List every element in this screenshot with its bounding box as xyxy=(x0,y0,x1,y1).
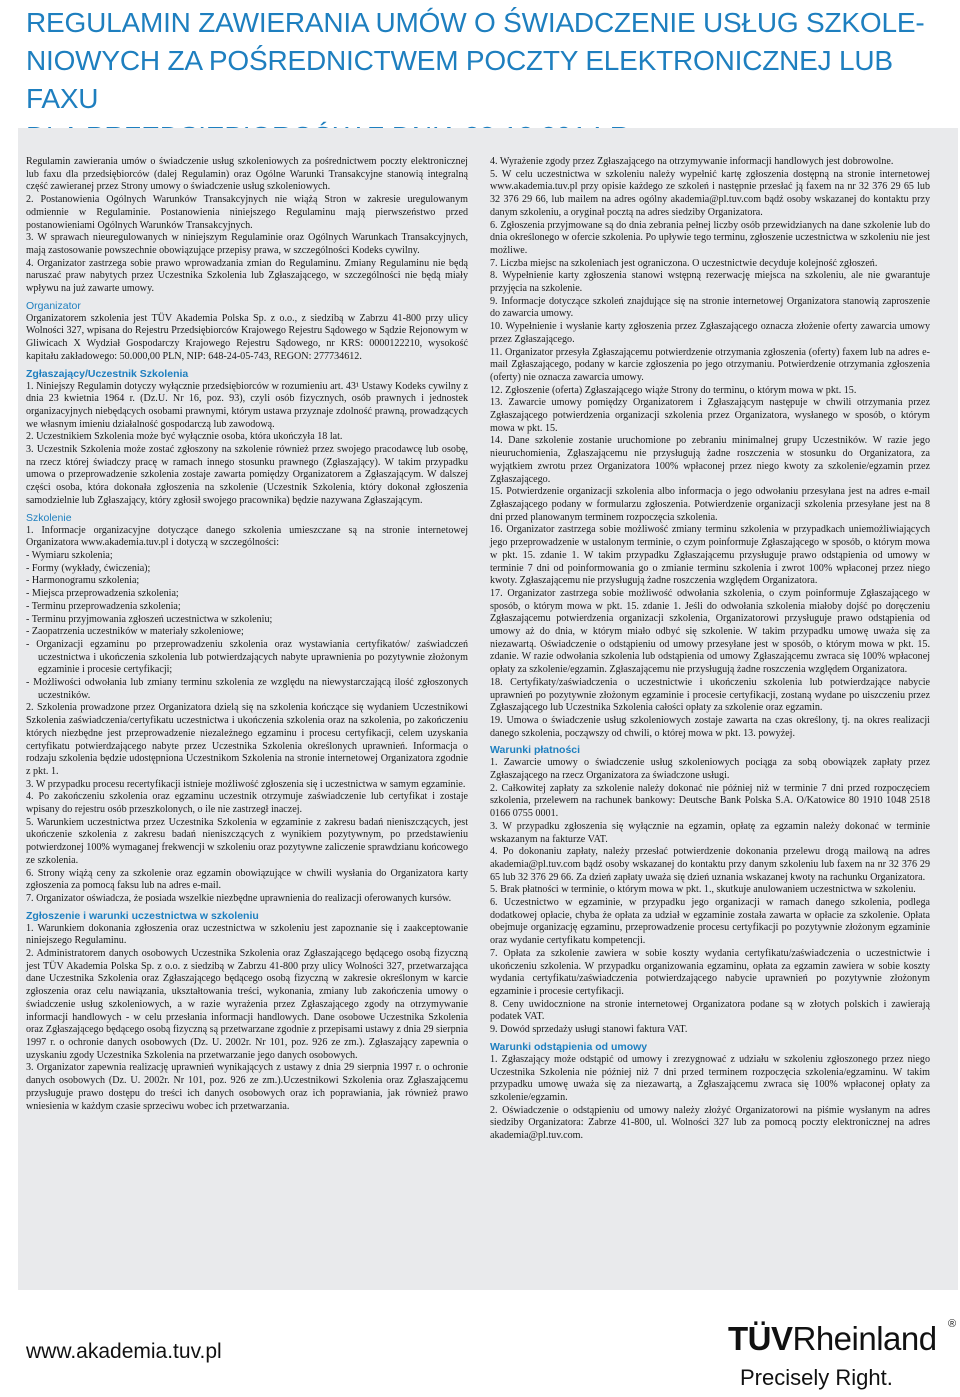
paragraph: 3. W sprawach nieuregulowanych w niniejszym Regulaminie oraz Ogólnych Warunkach Transakcyjnych, mają zastosowanie powszechnie obowiązujące przepisy prawa, w szczególności Kodeks cywilny. xyxy=(26,232,468,256)
paragraph: Organizatorem szkolenia jest TÜV Akademia Polska Sp. z o.o., z siedzibą w Zabrzu 41-800 przy ulicy Wolności 327, wpisana do Rejestru Przedsiębiorców Krajowego Rejestru Sądowego w Sądzie Rejonowym w Gliwicach X Wydział Gospodarczy Krajowego Rejestru Sądowego, nr KRS: 0000122210, wysokość kapitału zakładowego: 50.000,00 PLN, NIP: 648-24-05-743, REGON: 277734612. xyxy=(26,312,468,362)
paragraph: 18. Certyfikaty/zaświadczenia o uczestnictwie i ukończeniu szkolenia lub potwierdzające nabycie uprawnień po pozytywnie złożonym egzaminie i procesie certyfikacji, zostaną wydane po uiszczeniu przez Zgłaszającego lub Uczestnika Szkolenia całości opłaty za szkolenie oraz egzamin. xyxy=(490,676,930,714)
paragraph: Regulamin zawierania umów o świadczenie usług szkoleniowych za pośrednictwem poczty elektronicznej lub faxu dla przedsiębiorców (dalej Regulamin) oraz Ogólne Warunki Transakcyjne stanowią integralną część zawieranej przez Strony umowy o świadczenie usług szkoleniowych. xyxy=(26,156,468,193)
paragraph: 6. Strony wiążą ceny za szkolenie oraz egzamin obowiązujące w chwili wysłania do Organizatora karty zgłoszenia za pomocą faksu lub na adres e-mail. xyxy=(26,867,468,892)
list-item: - Miejsca przeprowadzenia szkolenia; xyxy=(26,588,179,600)
paragraph: 2. Oświadczenie o odstąpieniu od umowy należy złożyć Organizatorowi na piśmie wysłanym na adres siedziby Organizatora: Zabrze 41-800, ul. Wolności 327 lub za pomocą poczty elektronicznej na adres akademia@pl.tuv.com. xyxy=(490,1104,930,1142)
paragraph: 1. Zawarcie umowy o świadczenie usług szkoleniowych pociąga za sobą obowiązek zapłaty przez Zgłaszającego na rzecz Organizatora za świadczone usługi. xyxy=(490,757,930,782)
paragraph: 3. Uczestnik Szkolenia może zostać zgłoszony na szkolenie również przez swojego pracodawcę lub osobę, na rzecz której świadczy pracę w ramach innego stosunku prawnego (Zgłaszający). W takim przypadku umowa o przeprowadzenie szkolenia zostaje zawarta pomiędzy Organizatorem a Zgłaszającym. W dalszej części osoba, która dokonała zgłoszenia na szkolenie (Uczestnik Szkolenia, który dokonał zgłoszenia samodzielnie lub Zgłaszający, który zgłosił swojego pracownika) będzie nazywana Zgłaszającym. xyxy=(26,444,468,506)
paragraph: 11. Organizator przesyła Zgłaszającemu potwierdzenie otrzymania zgłoszenia (oferty) faxem lub na adres e-mail Zgłaszającego, podany w karcie zgłoszenia po jego otrzymaniu. Potwierdzenie otrzymania zgłoszenia (oferty) nie oznacza zawarcia umowy. xyxy=(490,346,930,383)
section-heading: Organizator xyxy=(26,299,81,312)
paragraph: 3. W przypadku zgłoszenia się wyłącznie na egzamin, opłatę za egzamin należy dokonać w terminie wskazanym na fakturze VAT. xyxy=(490,820,930,845)
list-item: - Harmonogramu szkolenia; xyxy=(26,575,140,587)
list-item: - Możliwości odwołania lub zmiany terminu szkolenia ze względu na niewystarczającą ilość zgłoszonych uczestników. xyxy=(26,677,468,701)
paragraph: 5. W celu uczestnictwa w szkoleniu należy wypełnić kartę zgłoszenia dostępną na stronie internetowej www.akademia.tuv.pl przy opisie każdego ze szkoleń i następnie przesłać ją faxem na nr 32 376 29 65 lub 32 376 29 66, lub mailem na adres ogólny akademia@pl.tuv.com bądź osoby wskazanej do kontaktu przy danym szkoleniu, a oryginał pocztą na adres siedziby Organizatora. xyxy=(490,168,930,218)
paragraph: 15. Potwierdzenie organizacji szkolenia albo informacja o jego odwołaniu przesyłana jest na adres e-mail Zgłaszającego podany w formularzu zgłoszenia. Potwierdzenie organizacji szkolenia przesyłane jest na 8 dni przed planowanym terminem rozpoczęcia szkolenia. xyxy=(490,486,930,523)
paragraph: 7. Liczba miejsc na szkoleniach jest ograniczona. O uczestnictwie decyduje kolejność zgłoszeń. xyxy=(490,257,878,269)
paragraph: 13. Zawarcie umowy pomiędzy Organizatorem i Zgłaszającym następuje w chwili otrzymania przez Zgłaszającego potwierdzenia organizacji szkolenia przez Organizatora, wysłanego w sposób, o którym mowa w pkt. 15. xyxy=(490,397,930,434)
paragraph: 5. Warunkiem uczestnictwa przez Uczestnika Szkolenia w egzaminie z zakresu badań nieniszczących, jest ukończenie szkolenia z zakresu badań nieniszczących z wynikiem pozytywnym, po przedstawieniu potwierdzonej 100% wymaganej frekwencji w szkoleniu oraz pozytywne zaliczenie sprawdzianu końcowego ze szkolenia. xyxy=(26,816,468,866)
paragraph: 2. Całkowitej zapłaty za szkolenie należy dokonać nie później niż w terminie 7 dni przed rozpoczęciem szkolenia, przelewem na rachunek bankowy: Deutsche Bank Polska S.A. O/Katowice 80 1910 1048 2518 0166 0755 0001. xyxy=(490,782,930,820)
bullet-list xyxy=(26,550,468,702)
logo-tagline: Precisely Right. xyxy=(740,1365,893,1390)
section-heading: Zgłoszenie i warunki uczestnictwa w szkoleniu xyxy=(26,909,259,922)
paragraph: 4. Po dokonaniu zapłaty, należy przesłać potwierdzenie dokonania przelewu drogą mailową na adres akademia@pl.tuv.com bądź osoby wskazanej do kontaktu przy danym szkoleniu lub faxem na nr 32 376 29 65 lub 32 376 29 66. Za dzień zapłaty uważa się dzień uznania wskazanej kwoty na rachunku Organizatora. xyxy=(490,846,930,883)
paragraph: 4. Wyrażenie zgody przez Zgłaszającego na otrzymywanie informacji handlowych jest dobrowolne. xyxy=(490,156,894,167)
paragraph: 2. Szkolenia prowadzone przez Organizatora dzielą się na szkolenia kończące się wydaniem Uczestnikowi Szkolenia zaświadczenia/certyfikatu uczestnictwa i ukończenia szkolenia oraz na szkolenia, po zakończeniu których niezbędne jest przeprowadzenie niezależnego egzaminu i procesu certyfikacji, celem uzyskania certyfikatu potwierdzającego nabyte przez Uczestnika Szkolenia określonych uprawnień. Informacja o rodzaju szkolenia będzie udostępniona Uczestnikom Szkolenia na stronie internetowej Organizatora zgodnie z pkt. 1. xyxy=(26,702,468,777)
paragraph: 5. Brak płatności w terminie, o którym mowa w pkt. 1., skutkuje anulowaniem uczestnictwa w szkoleniu. xyxy=(490,884,916,896)
paragraph: 2. Uczestnikiem Szkolenia może być wyłącznie osoba, która ukończyła 18 lat. xyxy=(26,431,343,443)
list-item: - Terminu przyjmowania zgłoszeń uczestnictwa w szkoleniu; xyxy=(26,613,273,625)
registered-mark: ® xyxy=(948,1318,957,1330)
section-heading: Warunki płatności xyxy=(490,744,581,757)
logo-text-bold: TÜV xyxy=(728,1320,793,1357)
paragraph: 4. Organizator zastrzega sobie prawo wprowadzania zmian do Regulaminu. Zmiany Regulaminu nie będą naruszać praw nabytych przez Uczestnika Szkolenia lub Zgłaszającego, w szczególności nie będą miały wpływu na już zawarte umowy. xyxy=(26,257,468,295)
list-item: - Zaopatrzenia uczestników w materiały szkoleniowe; xyxy=(26,626,244,638)
paragraph: 1. Niniejszy Regulamin dotyczy wyłącznie przedsiębiorców w rozumieniu art. 43¹ Ustawy Kodeks cywilny z dnia 23 kwietnia 1964 r. (Dz.U. Nr 16, poz. 93), czyli osób fizycznych, osób prawnych i jednostek organizacyjnych niebędących osobami prawnymi, którym ustawa przyznaje zdolność prawną, prowadzących we własnym imieniu działalność gospodarczą lub zawodową. xyxy=(26,380,468,430)
paragraph: 10. Wypełnienie i wysłanie karty zgłoszenia przez Zgłaszającego oznacza złożenie oferty zawarcia umowy przez Zgłaszającego. xyxy=(490,321,930,345)
paragraph: 6. Zgłoszenia przyjmowane są do dnia zebrania pełnej liczby osób przewidzianych na dane szkolenie lub do dnia określonego w ofercie szkolenia. Po upływie tego terminu, zgłoszenie uczestnictwa w szkoleniu nie jest możliwe. xyxy=(490,219,930,256)
paragraph: 19. Umowa o świadczenie usług szkoleniowych zostaje zawarta na czas określony, tj. na okres realizacji danego szkolenia, począwszy od chwili, o której mowa w pkt. 13. powyżej. xyxy=(490,714,930,739)
paragraph: 7. Opłata za szkolenie zawiera w sobie koszty wydania certyfikatu/zaświadczenia o uczestnictwie i ukończeniu szkolenia. W przypadku organizowania egzaminu, opłata za egzamin zawiera w sobie koszty wydania certyfikatu/zaświadczenia potwierdzającego nabycie uprawnień po pozytywnie złożonym egzaminie i procesie certyfikacji. xyxy=(490,947,930,997)
paragraph: 12. Zgłoszenie (oferta) Zgłaszającego wiąże Strony do terminu, o którym mowa w pkt. 15. xyxy=(490,384,857,396)
logo-wordmark xyxy=(728,1320,937,1358)
paragraph: 16. Organizator zastrzega sobie możliwość zmiany terminu szkolenia w przypadkach uniemożliwiających jego przeprowadzenie w ustalonym terminie, o czym poinformuje Zgłaszającego w sposób, o którym mowa w pkt. 15. zdanie 1. W takim przypadku Zgłaszającemu przysługuje prawo odstąpienia od umowy w terminie 7 dni od poinformowania go o zmianie terminu szkolenia i zwrot 100% wpłaconej przez niego kwoty. Zgłaszającemu nie przysługują żadne roszczenia względem Organizatora. xyxy=(490,524,930,587)
paragraph: 4. Po zakończeniu szkolenia oraz egzaminu uczestnik otrzymuje zaświadczenie lub certyfikat i zostaje wpisany do rejestru osób przeszkolonych, o ile nie zastrzegł inaczej. xyxy=(26,791,468,816)
paragraph: 2. Administratorem danych osobowych Uczestnika Szkolenia oraz Zgłaszającego będącego osobą fizyczną jest TÜV Akademia Polska Sp. z o.o. z siedzibą w Zabrzu 41-800 przy ulicy Wolności 327, przetwarzająca dane Uczestnika Szkolenia oraz Zgłaszającego będącego osobą fizyczną w zakresie określonym w karcie zgłoszenia oraz celu nawiązania, ukształtowania treści, wykonania, zmiany lub zakończenia umowy o świadczenie usług szkoleniowych, a w razie wyrażenia przez Zgłaszającego zgody na otrzymywanie informacji handlowych - w celu przesłania informacji handlowych. Dane osobowe Uczestnika Szkolenia oraz Zgłaszającego będącego osobą fizyczną są przetwarzane zgodnie z przepisami ustawy z dnia 29 sierpnia 1997 r. o ochronie danych osobowych (Dz. U. 2002r. Nr 101, poz. 926 ze zm.). Zgłaszający zapewnia o uzyskaniu zgody Uczestnika Szkolenia na przetwarzanie jego danych osobowych. xyxy=(26,948,468,1061)
right-column xyxy=(490,156,930,1143)
paragraph: 17. Organizator zastrzega sobie możliwość odwołania szkolenia, o czym poinformuje Zgłaszającego w sposób, o którym mowa w pkt. 15. zdanie 1. Jeśli do odwołania szkolenia miałoby dojść po doręczeniu Zgłaszającemu potwierdzenia organizacji szkolenia, Organizatorowi przysługuje prawo odstąpienia od umowy aż do dnia, w którym miało odbyć się szkolenie. W takim przypadku umowę uważa się za niezawartą. Oświadczenie o odstąpieniu od umowy przesyłane jest w sposób, o którym mowa w pkt. 15. zdanie. W razie odwołania szkolenia lub odstąpienia od umowy Zgłaszającemu zwraca się 100% wpłaconej opłaty za szkolenie/egzamin. Zgłaszającemu nie przysługują żadne roszczenia względem Organizatora. xyxy=(490,587,930,676)
paragraph: 2. Postanowienia Ogólnych Warunków Transakcyjnych nie wiążą Stron w zakresie uregulowanym odmiennie w Regulaminie. Postanowienia niniejszego Regulaminu mają pierwszeństwo przed postanowieniami Ogólnych Warunków Transakcyjnych. xyxy=(26,194,468,231)
title-line-2: NIOWYCH ZA POŚREDNICTWEM POCZTY ELEKTRONICZNEJ LUB FAXU xyxy=(26,45,893,114)
list-item: - Organizacji egzaminu po przeprowadzeniu szkolenia oraz wystawiania certyfikatów/ zaświadczeń uczestnictwa i ukończenia szkolenia lub potwierdzających nabyte uprawnienia po pozytywnie złożonym egzaminie i procesie certyfikacji; xyxy=(26,638,468,676)
paragraph: 1. Zgłaszający może odstąpić od umowy i zrezygnować z udziału w szkoleniu zgłoszonego przez niego Uczestnika Szkolenia nie później niż 7 dni przed terminem rozpoczęcia szkolenia/egzaminu. W takim przypadku umowę uważa się za niezawartą, a Zgłaszającemu zwraca się 100% wpłaconej opłaty za szkolenie/egzamin. xyxy=(490,1053,930,1103)
section-heading: Warunki odstąpienia od umowy xyxy=(490,1040,648,1053)
paragraph: 9. Dowód sprzedaży usługi stanowi faktura VAT. xyxy=(490,1024,688,1036)
website-url[interactable]: www.akademia.tuv.pl xyxy=(26,1340,222,1363)
paragraph: 9. Informacje dotyczące szkoleń znajdujące się na stronie internetowej Organizatora stanowią zaproszenie do zawarcia umowy. xyxy=(490,295,930,320)
tuv-rheinland-logo xyxy=(728,1320,960,1395)
paragraph: 14. Dane szkolenie zostanie uruchomione po zebraniu minimalnej grupy Uczestników. W razie jego nieuruchomienia, Zgłaszającemu nie przysługują żadne roszczenia w stosunku do Organizatora, za wyjątkiem zwrotu przez Organizatora 100% wpłaconej przez niego kwoty za szkolenie/egzamin przez Zgłaszającego. xyxy=(490,435,930,485)
section-heading: Szkolenie xyxy=(26,511,72,524)
paragraph: 1. Informacje organizacyjne dotyczące danego szkolenia umieszczane są na stronie internetowej Organizatora www.akademia.tuv.pl i dotyczą w szczególności: xyxy=(26,524,468,549)
paragraph: 7. Organizator oświadcza, że posiada wszelkie niezbędne uprawnienia do realizacji oferowanych kursów. xyxy=(26,892,452,904)
paragraph: 1. Warunkiem dokonania zgłoszenia oraz uczestnictwa w szkoleniu jest zapoznanie się i zaakceptowanie niniejszego Regulaminu. xyxy=(26,922,468,947)
paragraph: 3. W przypadku procesu recertyfikacji istnieje możliwość zgłoszenia się i uczestnictwa w samym egzaminie. xyxy=(26,778,466,790)
list-item: - Terminu przeprowadzenia szkolenia; xyxy=(26,600,181,612)
paragraph: 8. Wypełnienie karty zgłoszenia stanowi wstępną rezerwację miejsca na szkoleniu, ale nie gwarantuje przyjęcia na szkolenie. xyxy=(490,270,930,295)
list-item: - Wymiaru szkolenia; xyxy=(26,549,113,561)
list-item: - Formy (wykłady, ćwiczenia); xyxy=(26,562,151,574)
section-heading: Zgłaszający/Uczestnik Szkolenia xyxy=(26,367,189,380)
paragraph: 3. Organizator zapewnia realizację uprawnień wynikających z ustawy z dnia 29 sierpnia 1997 r. o ochronie danych osobowych (Dz. U. 2002r. Nr 101, poz. 926 ze zm.).Uczestnikowi Szkolenia oraz Zgłaszającemu przysługuje prawo dostępu do treści ich danych osobowych oraz ich poprawiania, jak również prawo wniesienia w każdym czasie sprzeciwu wobec ich przetwarzania. xyxy=(26,1062,468,1112)
left-column xyxy=(26,156,468,1113)
logo-text-thin: Rheinland xyxy=(792,1320,937,1357)
paragraph: 8. Ceny uwidocznione na stronie internetowej Organizatora podane są w złotych polskich i zawierają podatek VAT. xyxy=(490,998,930,1023)
paragraph: 6. Uczestnictwo w egzaminie, w przypadku jego organizacji w ramach danego szkolenia, podlega dodatkowej opłacie, chyba że opłata za udział w egzaminie została zawarta w opłacie za szkolenie. Opłata obejmuje organizację egzaminu, przeprowadzenie procesu certyfikacji po pozytywnie złożonym egzaminie oraz wydanie certyfikatu kompetencji. xyxy=(490,897,930,947)
title-line-1: REGULAMIN ZAWIERANIA UMÓW O ŚWIADCZENIE USŁUG SZKOLE- xyxy=(26,7,925,38)
